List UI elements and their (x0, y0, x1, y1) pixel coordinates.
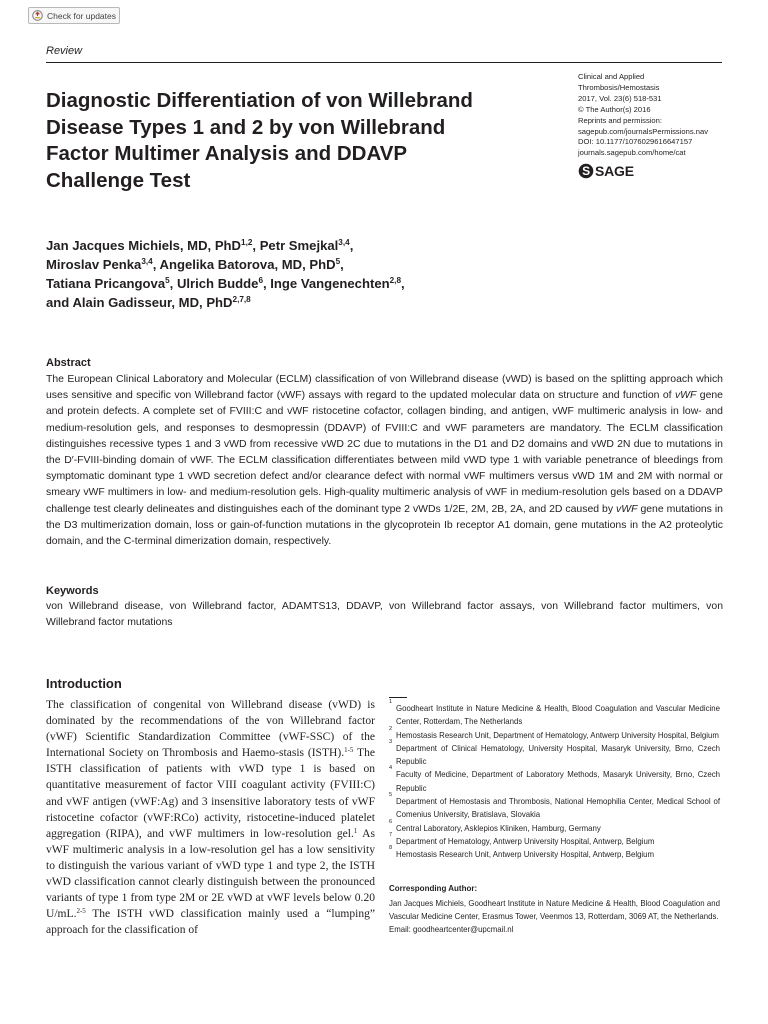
section-label: Review (46, 45, 83, 57)
journal-line: Reprints and permission: (578, 115, 662, 125)
affiliation-item: 6 Central Laboratory, Asklepios Kliniken, Hamburg, Germany (389, 818, 601, 833)
author-name: Petr Smejkal (259, 238, 339, 253)
journal-line: © The Author(s) 2016 (578, 104, 651, 114)
affiliation-item: 7 Department of Hematology, Antwerp University Hospital, Antwerp, Belgium (389, 831, 655, 846)
author-affiliation: 5 (165, 276, 170, 285)
affiliation-item: 2 Hemostasis Research Unit, Department of Hematology, Antwerp University Hospital, Belgium (389, 725, 719, 740)
affiliation-item: 3 Department of Clinical Hematology, University Hospital, Masaryk University, Brno, Czech Republic (389, 738, 720, 767)
journal-line[interactable]: DOI: 10.1177/1076029616647157 (578, 137, 693, 147)
keywords-heading: Keywords (46, 585, 99, 597)
keywords-text: von Willebrand disease, von Willebrand factor, ADAMTS13, DDAVP, von Willebrand factor assays, von Willebrand factor multimers, von Willebrand factor mutations (46, 601, 723, 628)
author-list: Jan Jacques Michiels, MD, PhD$^{1,2}$, Petr Smejkal$^{3,4}$, Miroslav Penka$^{3,4}$, Angelika Batorova, MD, PhD$^5$, Tatiana Pricangova$^5$, Ulrich Budde$^6$, Inge Vangenechten$^{2,8}$, and Alain Gadisseur, MD, PhD$^{2,7,8}$ (46, 238, 405, 310)
introduction-heading: Introduction (46, 676, 122, 691)
journal-line: Clinical and Applied (578, 72, 645, 81)
affiliation-item: 1 Goodheart Institute in Nature Medicine & Health, Blood Coagulation and Vascular Medicine Center, Rotterdam, The Netherlands (389, 699, 720, 727)
email-link[interactable]: goodheartcenter@upcmail.nl (412, 924, 514, 934)
check-for-updates-icon (32, 10, 43, 21)
author-name: Inge Vangenechten (270, 276, 390, 291)
citation[interactable]: 2-5 (76, 907, 86, 916)
journal-line: Thrombosis/Hemostasis (578, 82, 660, 92)
author-name: Miroslav Penka (46, 257, 142, 272)
author-affiliation: 3,4 (141, 257, 153, 266)
svg-text:S: S (582, 164, 590, 179)
citation[interactable]: 1 (353, 826, 358, 835)
article-title: Diagnostic Differentiation of von Willebrand Disease Types 1 and 2 by von Willebrand Factor Multimer Analysis and DDAVP Challenge Test (46, 89, 473, 192)
check-for-updates-label: Check for updates (47, 10, 116, 21)
affiliation-item: 8 Hemostasis Research Unit, Antwerp University Hospital, Antwerp, Belgium (389, 845, 655, 860)
abstract-heading: Abstract (46, 357, 91, 369)
affiliation-item: 4 Faculty of Medicine, Department of Laboratory Methods, Masaryk University, Brno, Czech Republic (389, 765, 720, 793)
author-name: Ulrich Budde (176, 276, 259, 291)
journal-line[interactable]: journals.sagepub.com/home/cat (578, 148, 686, 158)
header-rule (46, 62, 722, 63)
author-affiliation: 5 (335, 257, 341, 266)
author-affiliation: 2,7,8 (232, 295, 251, 304)
sage-logo-text: SAGE (595, 163, 634, 179)
author-affiliation: 1,2 (241, 238, 253, 247)
sage-logo-icon (578, 163, 594, 179)
affiliation-rule (389, 697, 407, 698)
author-affiliation: 6 (258, 276, 263, 285)
journal-line[interactable]: sagepub.com/journalsPermissions.nav (578, 126, 709, 136)
author-name: Alain Gadisseur, MD, PhD (72, 295, 233, 310)
journal-line: 2017, Vol. 23(6) 518-531 (578, 93, 662, 103)
author-affiliation: 3,4 (338, 238, 350, 247)
author-affiliation: 2,8 (389, 276, 401, 285)
check-for-updates-badge[interactable] (28, 7, 120, 24)
introduction-text: The classification of congenital von Willebrand disease (vWD) is dominated by the recommendations of the von Willebrand factor (vWF) Scientific Standardization Committee (vWF-SSC) of the International Society on Thrombosis and Haemo-stasis (ISTH).$^{1-5}$ The ISTH classification of patients with vWD type 1 is based on quantitative measurement of factor VIII coagulant activity (FVIII:C) and vWF antigen (vWF:Ag) and 3 insensitive laboratory tests of vWF ristocetine cofactor (vWF:RCo) activity, ristocetine-induced platelet aggregation (RIPA), and vWF multimers in low-resolution gel.$^1$ As vWF multimeric analysis in a low-resolution gel has a low sensitivity to distinguish the various variant of vWD type 1 and type 2, the ISTH vWD classification cannot clearly distinguish between the pronounced variants of type 1 from type 2M or 2E vWD at vWF levels below 0.20 U/mL.$^{2-5}$ The ISTH vWD classification mainly used a “lumping” approach for the classification of (46, 699, 375, 937)
corresponding-author-text: Jan Jacques Michiels, Goodheart Institute in Nature Medicine & Health, Blood Coagulation and Vascular Medicine Center, Erasmus Tower, Veenmos 13, Rotterdam, 3069 AT, the Netherlands. Email: goodheartcenter@upcmail.nl (389, 899, 720, 934)
author-name: Angelika Batorova, MD, PhD (159, 257, 336, 272)
corresponding-author-heading: Corresponding Author: (389, 884, 478, 893)
citation[interactable]: 1-5 (344, 746, 354, 755)
author-name: Tatiana Pricangova (46, 276, 166, 291)
affiliation-item: 5 Department of Hemostasis and Thrombosis, National Hemophilia Center, Medical School of Comenius University, Bratislava, Slovakia (389, 792, 720, 820)
abstract-text: The European Clinical Laboratory and Molecular (ECLM) classification of von Willebrand disease (vWD) is based on the splitting approach which uses sensitive and specific von Willebrand factor (vWF) assays with regard to the updated molecular data on structure and function of vWF gene and protein defects. A complete set of FVIII:C and vWF ristocetine cofactor, collagen binding, and antigen, vWF multimeric analysis in low- and medium-resolution gels, and responses to desmopressin (DDAVP) of FVIII:C and vWF parameters are mandatory. The ECLM classification distinguishes recessive types 1 and 3 vWD from recessive vWD 2C due to mutations in the D1 and D2 domains and vWD 2N due to mutations in the D′-FVIII-binding domain of vWF. The ECLM classification differentiates between mild vWD type 1 with variable penetrance of bleedings from symptomatic dominant type 1 vWD secretion defect and/or clearance defect with normal vWF multimers versus vWD 1M and 2M with normal or smeary vWF multimers in low- and medium-resolution gels. High-quality multimeric analysis of vWF in medium-resolution gels based on a DDAVP challenge test clearly delineates and distinguishes each of the dominant type 2 vWDs 1/2E, 2M, 2B, 2A, and 2D caused by vWF gene mutations in the D3 multimerization domain, loss or gain-of-function mutations in the glycoprotein Ib receptor A1 domain, gene mutations in the A2 proteolytic domain, and the C-terminal dimerization domain, respectively. (46, 374, 723, 548)
affiliation-list (389, 699, 720, 862)
journal-info (578, 72, 738, 159)
sage-logo (578, 163, 634, 179)
author-name: Jan Jacques Michiels, MD, PhD (46, 238, 242, 253)
